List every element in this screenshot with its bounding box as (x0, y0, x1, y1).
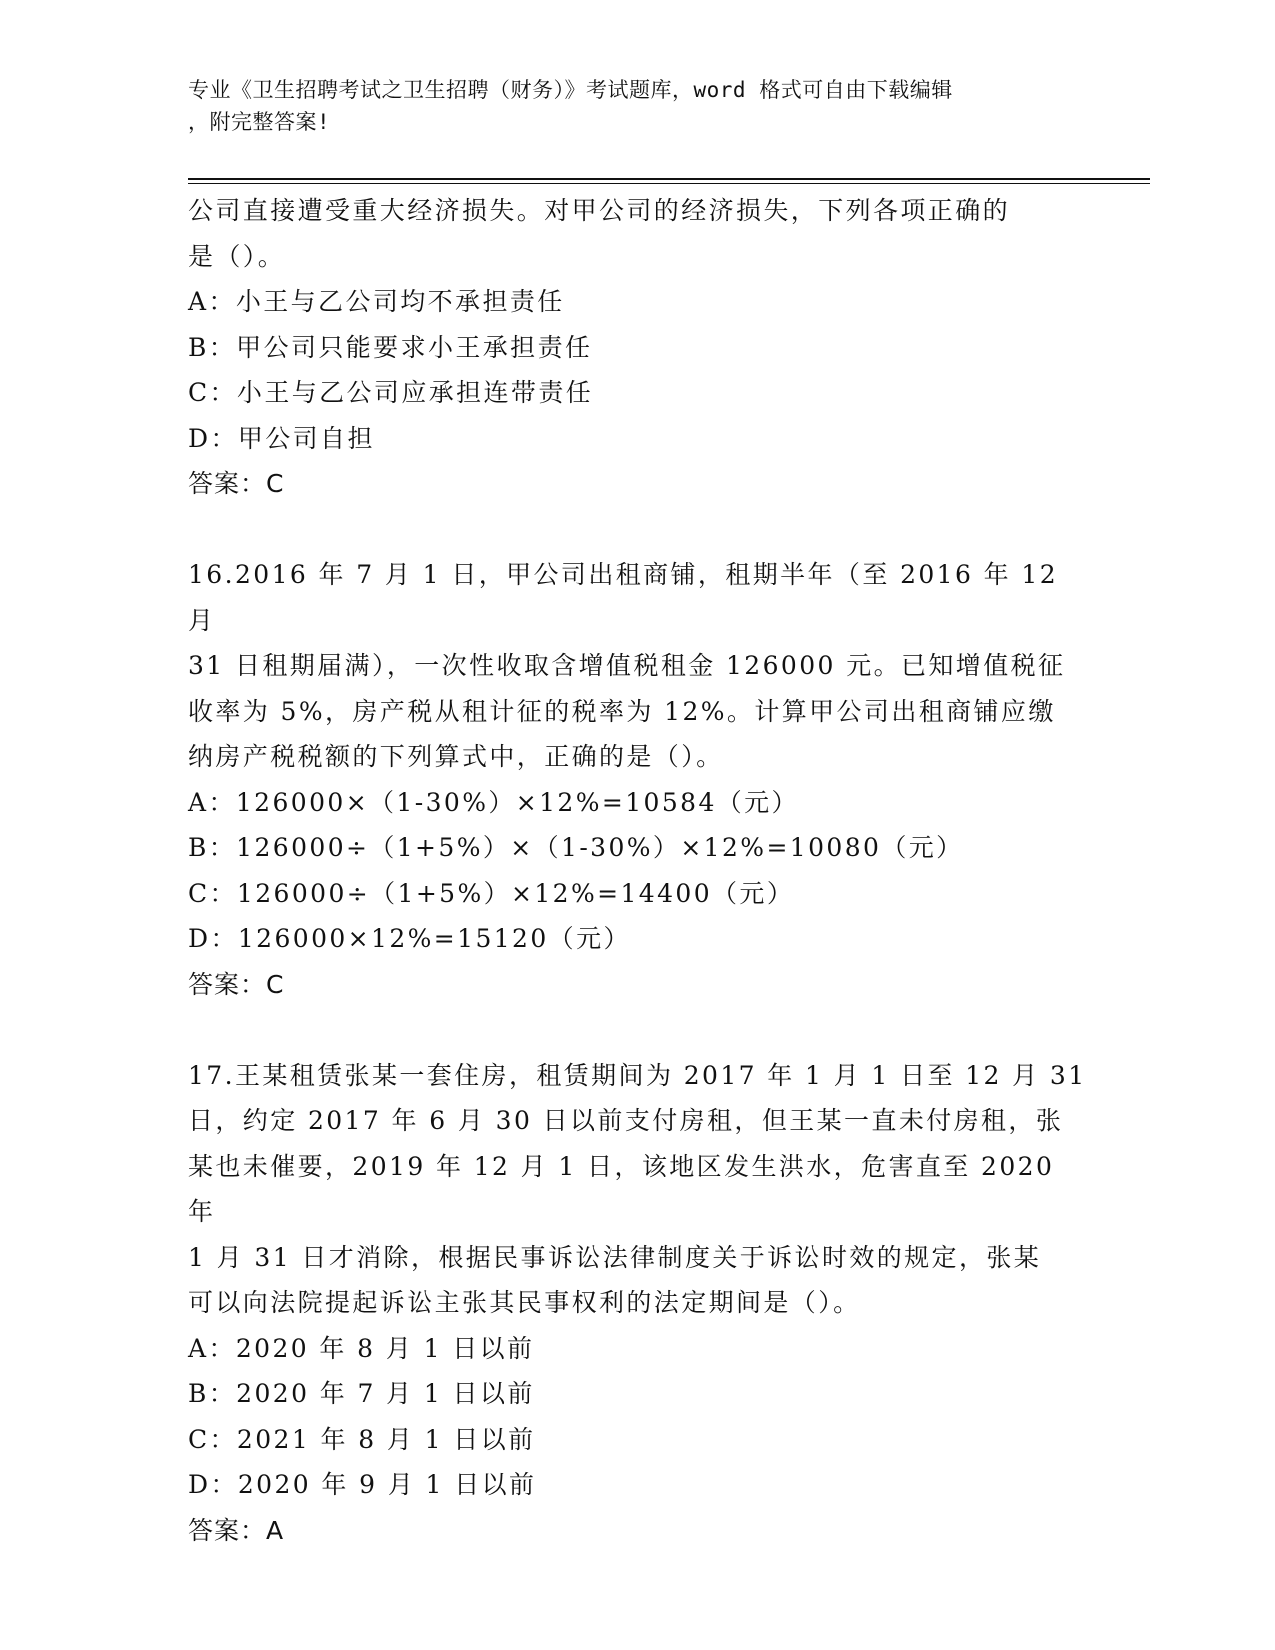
question-text-line: 16.2016 年 7 月 1 日，甲公司出租商铺，租期半年（至 2016 年 12 月 (188, 560, 1059, 635)
header-line-2: ，附完整答案! (188, 110, 331, 134)
question-text-line: 31 日租期届满），一次性收取含增值税租金 126000 元。已知增值税征 (188, 651, 1066, 680)
question-text-line: 公司直接遭受重大经济损失。对甲公司的经济损失，下列各项正确的 (188, 196, 1011, 225)
question-text-line: 可以向法院提起诉讼主张其民事权利的法定期间是（）。 (188, 1288, 861, 1317)
header-line-1: 专业《卫生招聘考试之卫生招聘（财务）》考试题库，word 格式可自由下载编辑 (188, 78, 953, 102)
option-d: D：126000×12%=15120（元） (188, 924, 631, 953)
question-text-line: 纳房产税税额的下列算式中，正确的是（）。 (188, 742, 724, 771)
question-text-line: 某也未催要，2019 年 12 月 1 日，该地区发生洪水，危害直至 2020 年 (188, 1151, 1055, 1226)
option-c: C：126000÷（1+5%）×12%=14400（元） (188, 878, 795, 908)
option-a: A：126000×（1-30%）×12%=10584（元） (188, 787, 799, 817)
document-header (188, 74, 1068, 138)
option-c: C：小王与乙公司应承担连带责任 (188, 378, 594, 407)
answer: 答案：C (188, 969, 285, 999)
question-text-line: 17.王某租赁张某一套住房，租赁期间为 2017 年 1 月 1 日至 12 月 31 (188, 1060, 1087, 1090)
option-a: A：2020 年 8 月 1 日以前 (188, 1333, 535, 1363)
option-d: D：甲公司自担 (188, 423, 375, 453)
header-rule-thick (188, 178, 1150, 180)
answer: 答案：C (188, 469, 285, 498)
option-c: C：2021 年 8 月 1 日以前 (188, 1424, 536, 1454)
document-body (188, 188, 1088, 1553)
question-spacer (188, 1007, 1088, 1053)
question-text-line: 日，约定 2017 年 6 月 30 日以前支付房租，但王某一直未付房租，张 (188, 1106, 1064, 1135)
question-16 (188, 552, 1088, 1007)
option-d: D：2020 年 9 月 1 日以前 (188, 1470, 537, 1499)
option-b: B：126000÷（1+5%）×（1-30%）×12%=10080（元） (188, 833, 964, 862)
option-a: A：小王与乙公司均不承担责任 (188, 287, 565, 316)
question-text-line: 是（）。 (188, 241, 286, 271)
option-b: B：2020 年 7 月 1 日以前 (188, 1379, 535, 1408)
question-text-line: 1 月 31 日才消除，根据民事诉讼法律制度关于诉讼时效的规定，张某 (188, 1242, 1042, 1272)
question-spacer (188, 507, 1088, 553)
question-17 (188, 1053, 1088, 1554)
header-rule-thin (188, 183, 1150, 184)
question-15-continued (188, 188, 1088, 507)
question-text-line: 收率为 5%，房产税从租计征的税率为 12%。计算甲公司出租商铺应缴 (188, 696, 1056, 726)
option-b: B：甲公司只能要求小王承担责任 (188, 332, 593, 362)
answer: 答案：A (188, 1515, 285, 1545)
